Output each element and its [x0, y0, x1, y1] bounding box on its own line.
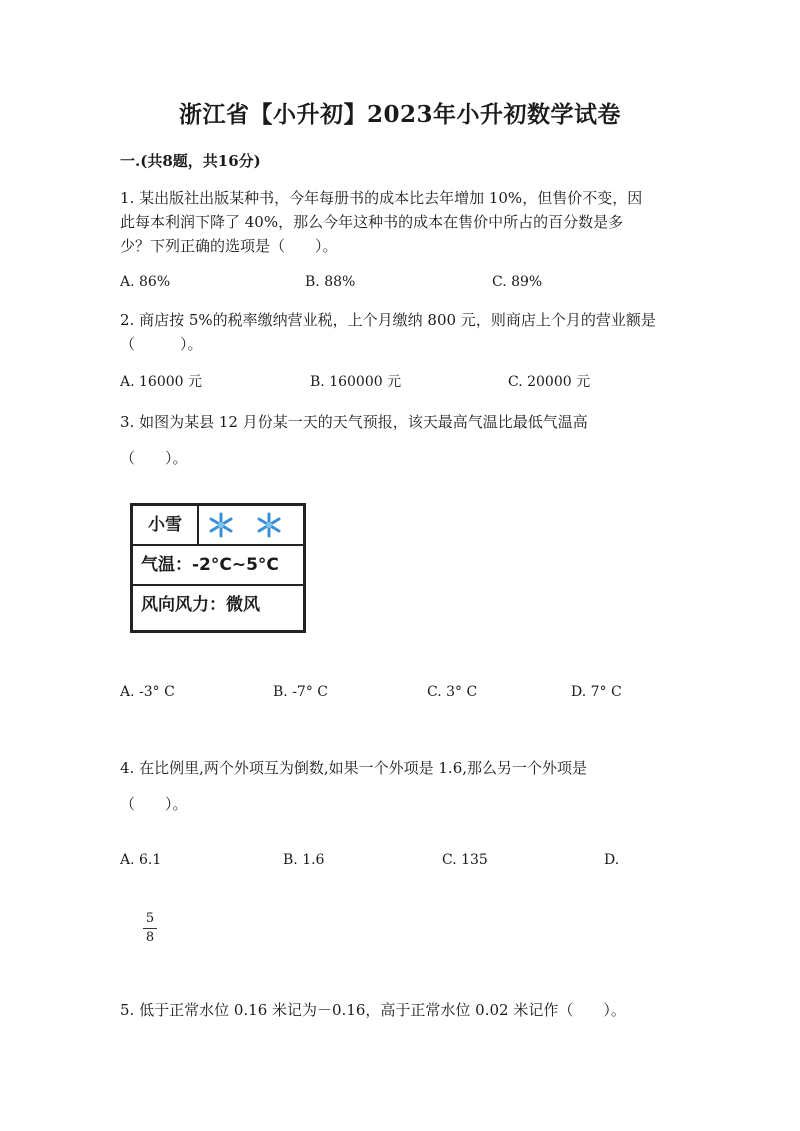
- q1-option-b[interactable]: B. 88%: [305, 274, 356, 290]
- q2-option-b[interactable]: B. 160000 元: [310, 374, 402, 390]
- fraction-bar: [143, 928, 157, 929]
- q4-option-b[interactable]: B. 1.6: [283, 852, 325, 868]
- weather-condition-label: 小雪: [133, 506, 199, 544]
- q3-text-line-1: 3. 如图为某县 12 月份某一天的天气预报，该天最高气温比最低气温高: [120, 413, 588, 431]
- weather-row-condition: [133, 506, 303, 546]
- q2-option-c[interactable]: C. 20000 元: [508, 374, 591, 390]
- q1-text-line-3: 少？下列正确的选项是（ ）。: [120, 237, 338, 255]
- q3-option-b[interactable]: B. -7° C: [273, 684, 328, 700]
- q5-text-line-1: 5. 低于正常水位 0.16 米记为－0.16，高于正常水位 0.02 米记作（ ）。: [120, 1001, 626, 1019]
- q3-option-c[interactable]: C. 3° C: [427, 684, 478, 700]
- weather-wind: 风向风力：微风: [141, 595, 260, 615]
- weather-forecast-card: [130, 503, 306, 633]
- section-heading: 一.(共8题，共16分): [120, 152, 261, 170]
- q2-option-a[interactable]: A. 16000 元: [120, 374, 202, 390]
- weather-row-temperature: [133, 546, 303, 586]
- q4-option-d[interactable]: D.: [604, 852, 620, 868]
- q4-text-line-2: （ ）。: [120, 795, 188, 813]
- page-title: 浙江省【小升初】2023年小升初数学试卷: [178, 101, 621, 128]
- weather-row-wind: [133, 586, 303, 626]
- q4-option-d-fraction: [143, 912, 157, 945]
- q3-text-line-2: （ ）。: [120, 449, 188, 467]
- q4-option-c[interactable]: C. 135: [442, 852, 488, 868]
- q1-option-a[interactable]: A. 86%: [120, 274, 171, 290]
- q2-text-line-2: （ ）。: [120, 335, 203, 353]
- q3-option-d[interactable]: D. 7° C: [571, 684, 622, 700]
- q1-text-line-1: 1. 某出版社出版某种书，今年每册书的成本比去年增加 10%，但售价不变，因: [120, 189, 643, 207]
- q1-option-c[interactable]: C. 89%: [492, 274, 543, 290]
- snowflake-icon: [207, 511, 235, 539]
- fraction-numerator: 5: [145, 911, 155, 926]
- q3-option-a[interactable]: A. -3° C: [120, 684, 175, 700]
- q4-text-line-1: 4. 在比例里,两个外项互为倒数,如果一个外项是 1.6,那么另一个外项是: [120, 759, 588, 777]
- q4-option-a[interactable]: A. 6.1: [120, 852, 162, 868]
- fraction-denominator: 8: [145, 930, 155, 945]
- q1-text-line-2: 此每本利润下降了 40%，那么今年这种书的成本在售价中所占的百分数是多: [120, 213, 624, 231]
- weather-temperature: 气温：-2°C~5°C: [141, 555, 279, 575]
- q2-text-line-1: 2. 商店按 5%的税率缴纳营业税，上个月缴纳 800 元，则商店上个月的营业额是: [120, 311, 656, 329]
- snowflake-icon: [255, 511, 283, 539]
